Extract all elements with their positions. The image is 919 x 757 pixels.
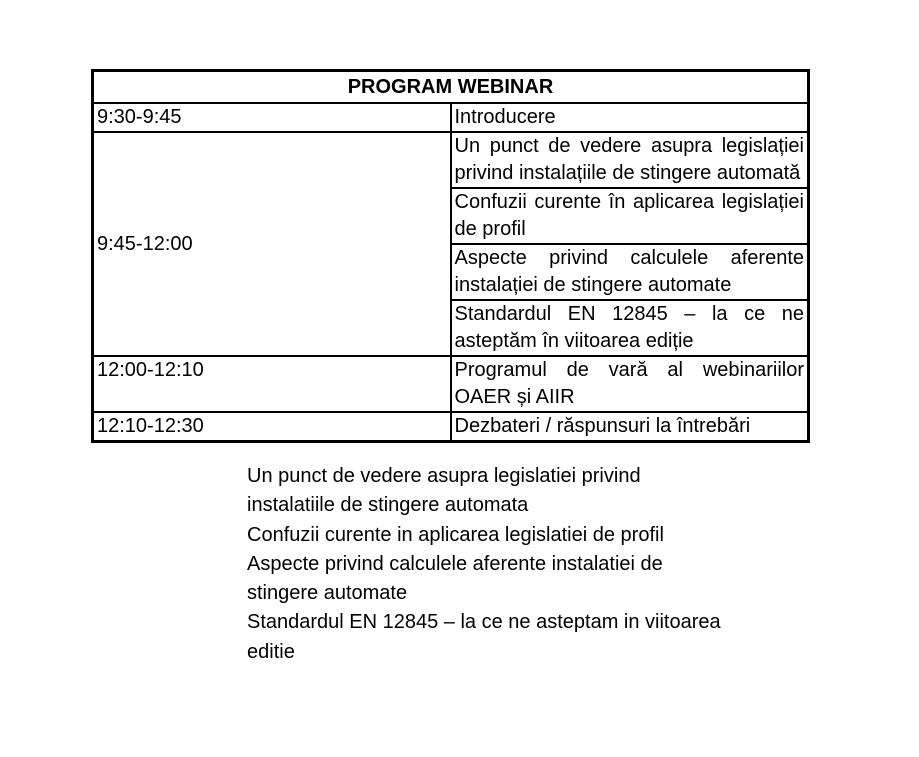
text-line: stingere automate <box>247 582 408 605</box>
agenda-item: Programul de vară al webinariilor OAER și AIIR <box>451 356 809 412</box>
agenda-item: Introducere <box>451 103 809 132</box>
program-title: PROGRAM WEBINAR <box>93 71 809 104</box>
table-row <box>93 356 809 412</box>
agenda-item: Dezbateri / răspunsuri la întrebări <box>451 412 809 442</box>
text-line: Aspecte privind calculele aferente instalatiei de <box>247 552 663 575</box>
text-line: Confuzii curente in aplicarea legislatiei de profil <box>247 523 664 546</box>
time-cell: 9:45-12:00 <box>93 132 451 356</box>
program-table <box>91 69 810 443</box>
table-row <box>93 412 809 442</box>
agenda-item: Standardul EN 12845 – la ce ne asteptăm în viitoarea ediție <box>451 300 809 356</box>
time-cell: 12:10-12:30 <box>93 412 451 442</box>
table-row <box>93 103 809 132</box>
time-cell: 9:30-9:45 <box>93 103 451 132</box>
table-row <box>93 132 809 188</box>
agenda-item: Un punct de vedere asupra legislației privind instalațiile de stingere automată <box>451 132 809 188</box>
table-header-row <box>93 71 809 104</box>
text-line: editie <box>247 640 295 663</box>
agenda-item: Aspecte privind calculele aferente instalației de stingere automate <box>451 244 809 300</box>
text-line: Standardul EN 12845 – la ce ne asteptam in viitoarea <box>247 611 721 634</box>
text-line: Un punct de vedere asupra legislatiei privind <box>247 465 641 487</box>
agenda-item: Confuzii curente în aplicarea legislației de profil <box>451 188 809 244</box>
plain-text-block <box>247 462 807 667</box>
time-cell: 12:00-12:10 <box>93 356 451 412</box>
text-line: instalatiile de stingere automata <box>247 494 529 517</box>
